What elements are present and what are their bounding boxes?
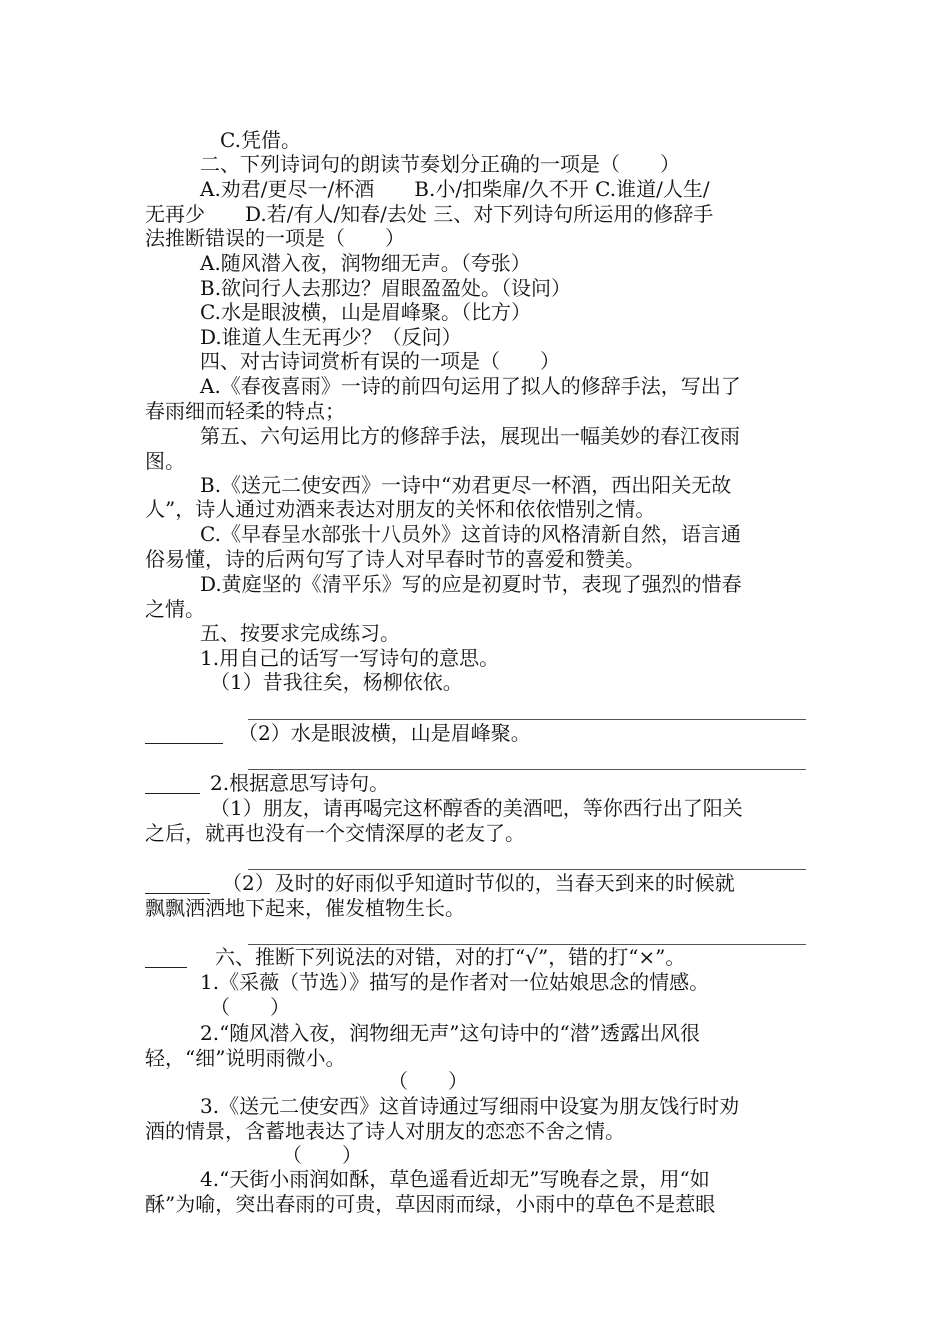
exercise-2-item-2: （2）及时的好雨似乎知道时节似的，当春天到来的时候就 <box>222 871 735 895</box>
exercise-1-item-1: （1）昔我往矣，杨柳依依。 <box>210 670 463 694</box>
question-4-option-a-second-part: 第五、六句运用比方的修辞手法，展现出一幅美妙的春江夜雨 <box>200 424 740 448</box>
answer-line[interactable] <box>248 719 806 720</box>
answer-line[interactable] <box>248 769 806 770</box>
question-4-option-c-continued: 俗易懂，诗的后两句写了诗人对早春时节的喜爱和赞美。 <box>145 547 645 571</box>
judge-item-2: 2.“随风潜入夜，润物细无声”这句诗中的“潜”透露出风很 <box>200 1021 700 1045</box>
question-3-option-b: B.欲问行人去那边？眉眼盈盈处。（设问） <box>200 276 572 300</box>
answer-line[interactable] <box>145 793 200 794</box>
question-4-option-d: D.黄庭坚的《清平乐》写的应是初夏时节，表现了强烈的惜春 <box>200 572 742 596</box>
answer-line[interactable] <box>145 743 223 744</box>
exercise-2-item-1-continued: 之后，就再也没有一个交情深厚的老友了。 <box>145 821 525 845</box>
exercise-2-item-2-continued: 飘飘洒洒地下起来，催发植物生长。 <box>145 896 465 920</box>
answer-line[interactable] <box>248 869 806 870</box>
judge-item-4-continued: 酥”为喻，突出春雨的可贵，草因雨而绿，小雨中的草色不是惹眼 <box>145 1192 716 1216</box>
answer-parentheses[interactable]: （ ） <box>282 1143 362 1167</box>
question-3-option-d: D.谁道人生无再少？（反问） <box>200 325 462 349</box>
answer-parentheses[interactable]: （ ） <box>388 1069 468 1093</box>
question-3-heading-continued: 法推断错误的一项是（ ） <box>145 226 405 250</box>
question-2-options-continued: 无再少 D.若/有人/知春/去处 三、对下列诗句所运用的修辞手 <box>145 202 714 226</box>
judge-item-3-continued: 酒的情景，含蓄地表达了诗人对朋友的恋恋不舍之情。 <box>145 1119 625 1143</box>
exercise-2-item-1: （1）朋友，请再喝完这杯醇香的美酒吧，等你西行出了阳关 <box>210 796 743 820</box>
question-3-option-c: C.水是眼波横，山是眉峰聚。（比方） <box>200 300 531 324</box>
judge-item-4: 4.“天街小雨润如酥，草色遥看近却无”写晚春之景，用“如 <box>200 1167 710 1191</box>
exercise-1-instruction: 1.用自己的话写一写诗句的意思。 <box>200 646 500 670</box>
question-5-heading: 五、按要求完成练习。 <box>200 621 400 645</box>
question-4-option-a: A.《春夜喜雨》一诗的前四句运用了拟人的修辞手法，写出了 <box>200 374 741 398</box>
judge-item-2-continued: 轻，“细”说明雨微小。 <box>145 1046 346 1070</box>
judge-item-3: 3.《送元二使安西》这首诗通过写细雨中设宴为朋友饯行时劝 <box>200 1094 740 1118</box>
question-4-option-d-continued: 之情。 <box>145 597 205 621</box>
answer-line[interactable] <box>145 893 210 894</box>
question-4-option-b-continued: 人”，诗人通过劝酒来表达对朋友的关怀和依依惜别之情。 <box>145 497 656 521</box>
exercise-2-instruction: 2.根据意思写诗句。 <box>210 771 390 795</box>
question-4-option-a-end: 图。 <box>145 449 185 473</box>
option-c-line: C.凭借。 <box>220 128 301 152</box>
question-2-options-line: A.劝君/更尽一/杯酒 B.小/扣柴扉/久不开 C.谁道/人生/ <box>200 177 710 201</box>
judge-item-1: 1.《采薇（节选）》描写的是作者对一位姑娘思念的情感。 <box>200 970 710 994</box>
question-3-option-a: A.随风潜入夜，润物细无声。（夸张） <box>200 251 531 275</box>
question-4-heading: 四、对古诗词赏析有误的一项是（ ） <box>200 349 560 373</box>
exercise-1-item-2: （2）水是眼波横，山是眉峰聚。 <box>238 721 531 745</box>
question-4-option-a-continued: 春雨细而轻柔的特点； <box>145 399 345 423</box>
answer-parentheses[interactable]: （ ） <box>210 995 290 1019</box>
question-4-option-b: B.《送元二使安西》一诗中“劝君更尽一杯酒，西出阳关无故 <box>200 473 732 497</box>
question-2-heading: 二、下列诗词句的朗读节奏划分正确的一项是（ ） <box>200 152 680 176</box>
question-6-heading: 六、推断下列说法的对错，对的打“√”，错的打“×”。 <box>215 945 686 969</box>
question-4-option-c: C.《早春呈水部张十八员外》这首诗的风格清新自然，语言通 <box>200 522 741 546</box>
answer-line[interactable] <box>145 967 187 968</box>
